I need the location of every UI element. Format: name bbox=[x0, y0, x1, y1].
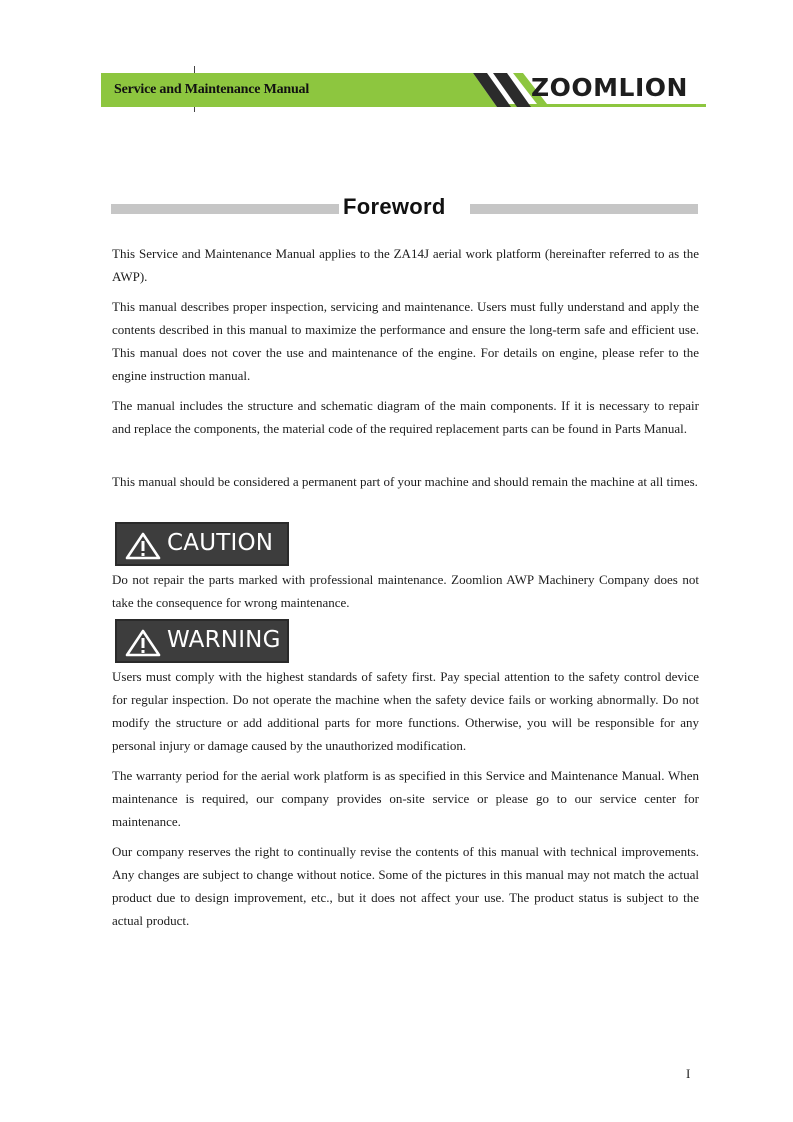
section-heading bbox=[111, 196, 698, 222]
warning-triangle-icon bbox=[125, 629, 161, 657]
caution-label bbox=[115, 522, 289, 566]
heading-rule-left bbox=[111, 204, 339, 214]
warning-triangle-icon bbox=[125, 532, 161, 560]
warning-label bbox=[115, 619, 289, 663]
paragraph-permanent: This manual should be considered a permanent part of your machine and should remain the machine at all times. bbox=[112, 474, 698, 489]
warning-word: WARNING bbox=[167, 627, 281, 653]
paragraph-scope: This Service and Maintenance Manual applies to the ZA14J aerial work platform (hereinafter referred to as the AWP). bbox=[112, 246, 699, 284]
paragraph-structure: The manual includes the structure and schematic diagram of the main components. If it is necessary to repair and replace the components, the material code of the required replacement parts can be found in Parts Manual. bbox=[112, 398, 699, 436]
manual-title: Service and Maintenance Manual bbox=[114, 82, 310, 97]
caution-word: CAUTION bbox=[167, 530, 274, 556]
header-mark bbox=[194, 107, 195, 112]
paragraph-warning: Users must comply with the highest standards of safety first. Pay special attention to the safety control device for regular inspection. Do not operate the machine when the safety device fails or working abnormally. Do not modify the structure or add additional parts for more functions. Otherwise, you will be responsible for any personal injury or damage caused by the unauthorized modification. bbox=[112, 669, 699, 753]
page-header bbox=[101, 73, 706, 107]
paragraph-caution: Do not repair the parts marked with professional maintenance. Zoomlion AWP Machinery Company does not take the consequence for wrong maintenance. bbox=[112, 572, 699, 610]
paragraph-warranty: The warranty period for the aerial work platform is as specified in this Service and Maintenance Manual. When maintenance is required, our company provides on-site service or please go to our service center for maintenance. bbox=[112, 768, 699, 829]
page-number: I bbox=[686, 1066, 691, 1081]
brand-logo: ZOOMLION bbox=[531, 73, 688, 102]
heading-title: Foreword bbox=[343, 194, 446, 219]
heading-rule-right bbox=[470, 204, 698, 214]
paragraph-revisions: Our company reserves the right to continually revise the contents of this manual with technical improvements. Any changes are subject to change without notice. Some of the pictures in this manual may not match the actual product due to design improvement, etc., but it does not affect your use. The product status is subject to the actual product. bbox=[112, 844, 699, 928]
header-mark bbox=[194, 66, 195, 73]
paragraph-purpose: This manual describes proper inspection, servicing and maintenance. Users must fully understand and apply the contents described in this manual to maximize the performance and ensure the long-term safe and efficient use. This manual does not cover the use and maintenance of the engine. For details on engine, please refer to the engine instruction manual. bbox=[112, 299, 699, 383]
